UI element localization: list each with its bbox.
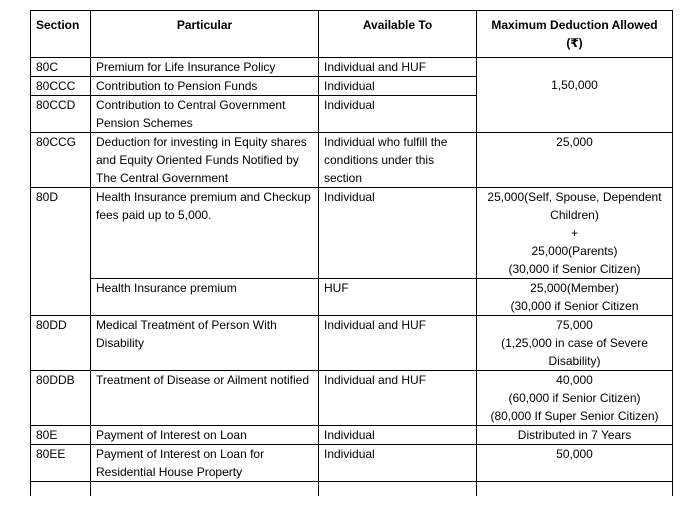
section-cell: 80CCG — [31, 133, 91, 188]
deduction-line: (30,000 if Senior Citizen — [510, 299, 639, 313]
empty-cell — [319, 482, 477, 497]
section-cell: 80CCC — [31, 77, 91, 96]
deduction-line: (1,25,000 in case of Severe Disability) — [501, 336, 648, 368]
available-cell: Individual — [319, 77, 477, 96]
particular-cell: Contribution to Central Government Pension Schemes — [91, 96, 319, 133]
header-available-to: Available To — [319, 11, 477, 58]
table-row — [31, 58, 673, 77]
plus-sign: + — [570, 226, 578, 240]
deduction-cell — [477, 371, 673, 426]
section-cell: 80DD — [31, 316, 91, 371]
header-particular: Particular — [91, 11, 319, 58]
empty-cell — [477, 482, 673, 497]
header-max-deduction: Maximum Deduction Allowed (₹) — [477, 11, 673, 58]
table-row — [31, 316, 673, 371]
available-cell: Individual who fulfill the conditions under this section — [319, 133, 477, 188]
deduction-cell — [477, 188, 673, 279]
deduction-value: 1,50,000 — [551, 78, 598, 92]
header-row — [31, 11, 673, 58]
section-cell: 80EE — [31, 445, 91, 482]
deduction-cell — [477, 279, 673, 316]
available-cell: HUF — [319, 279, 477, 316]
table-row — [31, 371, 673, 426]
empty-cell — [31, 482, 91, 497]
particular-cell: Health Insurance premium — [91, 279, 319, 316]
table-row-empty — [31, 482, 673, 497]
available-cell: Individual — [319, 188, 477, 279]
section-cell: 80CCD — [31, 96, 91, 133]
table-row — [31, 445, 673, 482]
deduction-cell: Distributed in 7 Years — [477, 426, 673, 445]
particular-cell: Payment of Interest on Loan — [91, 426, 319, 445]
deduction-line: (60,000 if Senior Citizen) — [508, 391, 641, 405]
table-row — [31, 426, 673, 445]
section-cell: 80E — [31, 426, 91, 445]
deduction-line: (80,000 If Super Senior Citizen) — [490, 409, 659, 423]
deduction-line: 75,000 — [556, 318, 593, 332]
section-cell: 80D — [31, 188, 91, 316]
deduction-line: 25,000(Self, Spouse, Dependent Children) — [487, 190, 662, 222]
particular-cell: Treatment of Disease or Ailment notified — [91, 371, 319, 426]
empty-cell — [91, 482, 319, 497]
available-cell: Individual — [319, 426, 477, 445]
deduction-cell: 50,000 — [477, 445, 673, 482]
deduction-line: 25,000(Parents) — [531, 244, 618, 258]
available-cell: Individual and HUF — [319, 371, 477, 426]
deduction-cell: 25,000 — [477, 133, 673, 188]
particular-cell: Payment of Interest on Loan for Residential House Property — [91, 445, 319, 482]
particular-cell: Medical Treatment of Person With Disability — [91, 316, 319, 371]
available-cell: Individual — [319, 445, 477, 482]
deduction-cell — [477, 58, 673, 133]
table-row — [31, 133, 673, 188]
particular-cell: Health Insurance premium and Checkup fees paid up to 5,000. — [91, 188, 319, 279]
available-cell: Individual — [319, 96, 477, 133]
particular-cell: Contribution to Pension Funds — [91, 77, 319, 96]
table-row — [31, 188, 673, 279]
deduction-line: 40,000 — [556, 373, 593, 387]
particular-cell: Premium for Life Insurance Policy — [91, 58, 319, 77]
section-cell: 80C — [31, 58, 91, 77]
deduction-line: 25,000(Member) — [530, 281, 619, 295]
section-cell: 80DDB — [31, 371, 91, 426]
available-cell: Individual and HUF — [319, 58, 477, 77]
header-section: Section — [31, 11, 91, 58]
deduction-cell — [477, 316, 673, 371]
deduction-line: (30,000 if Senior Citizen) — [508, 262, 641, 276]
deductions-table — [30, 10, 673, 496]
available-cell: Individual and HUF — [319, 316, 477, 371]
particular-cell: Deduction for investing in Equity shares and Equity Oriented Funds Notified by The Central Government — [91, 133, 319, 188]
table-row — [31, 279, 673, 316]
